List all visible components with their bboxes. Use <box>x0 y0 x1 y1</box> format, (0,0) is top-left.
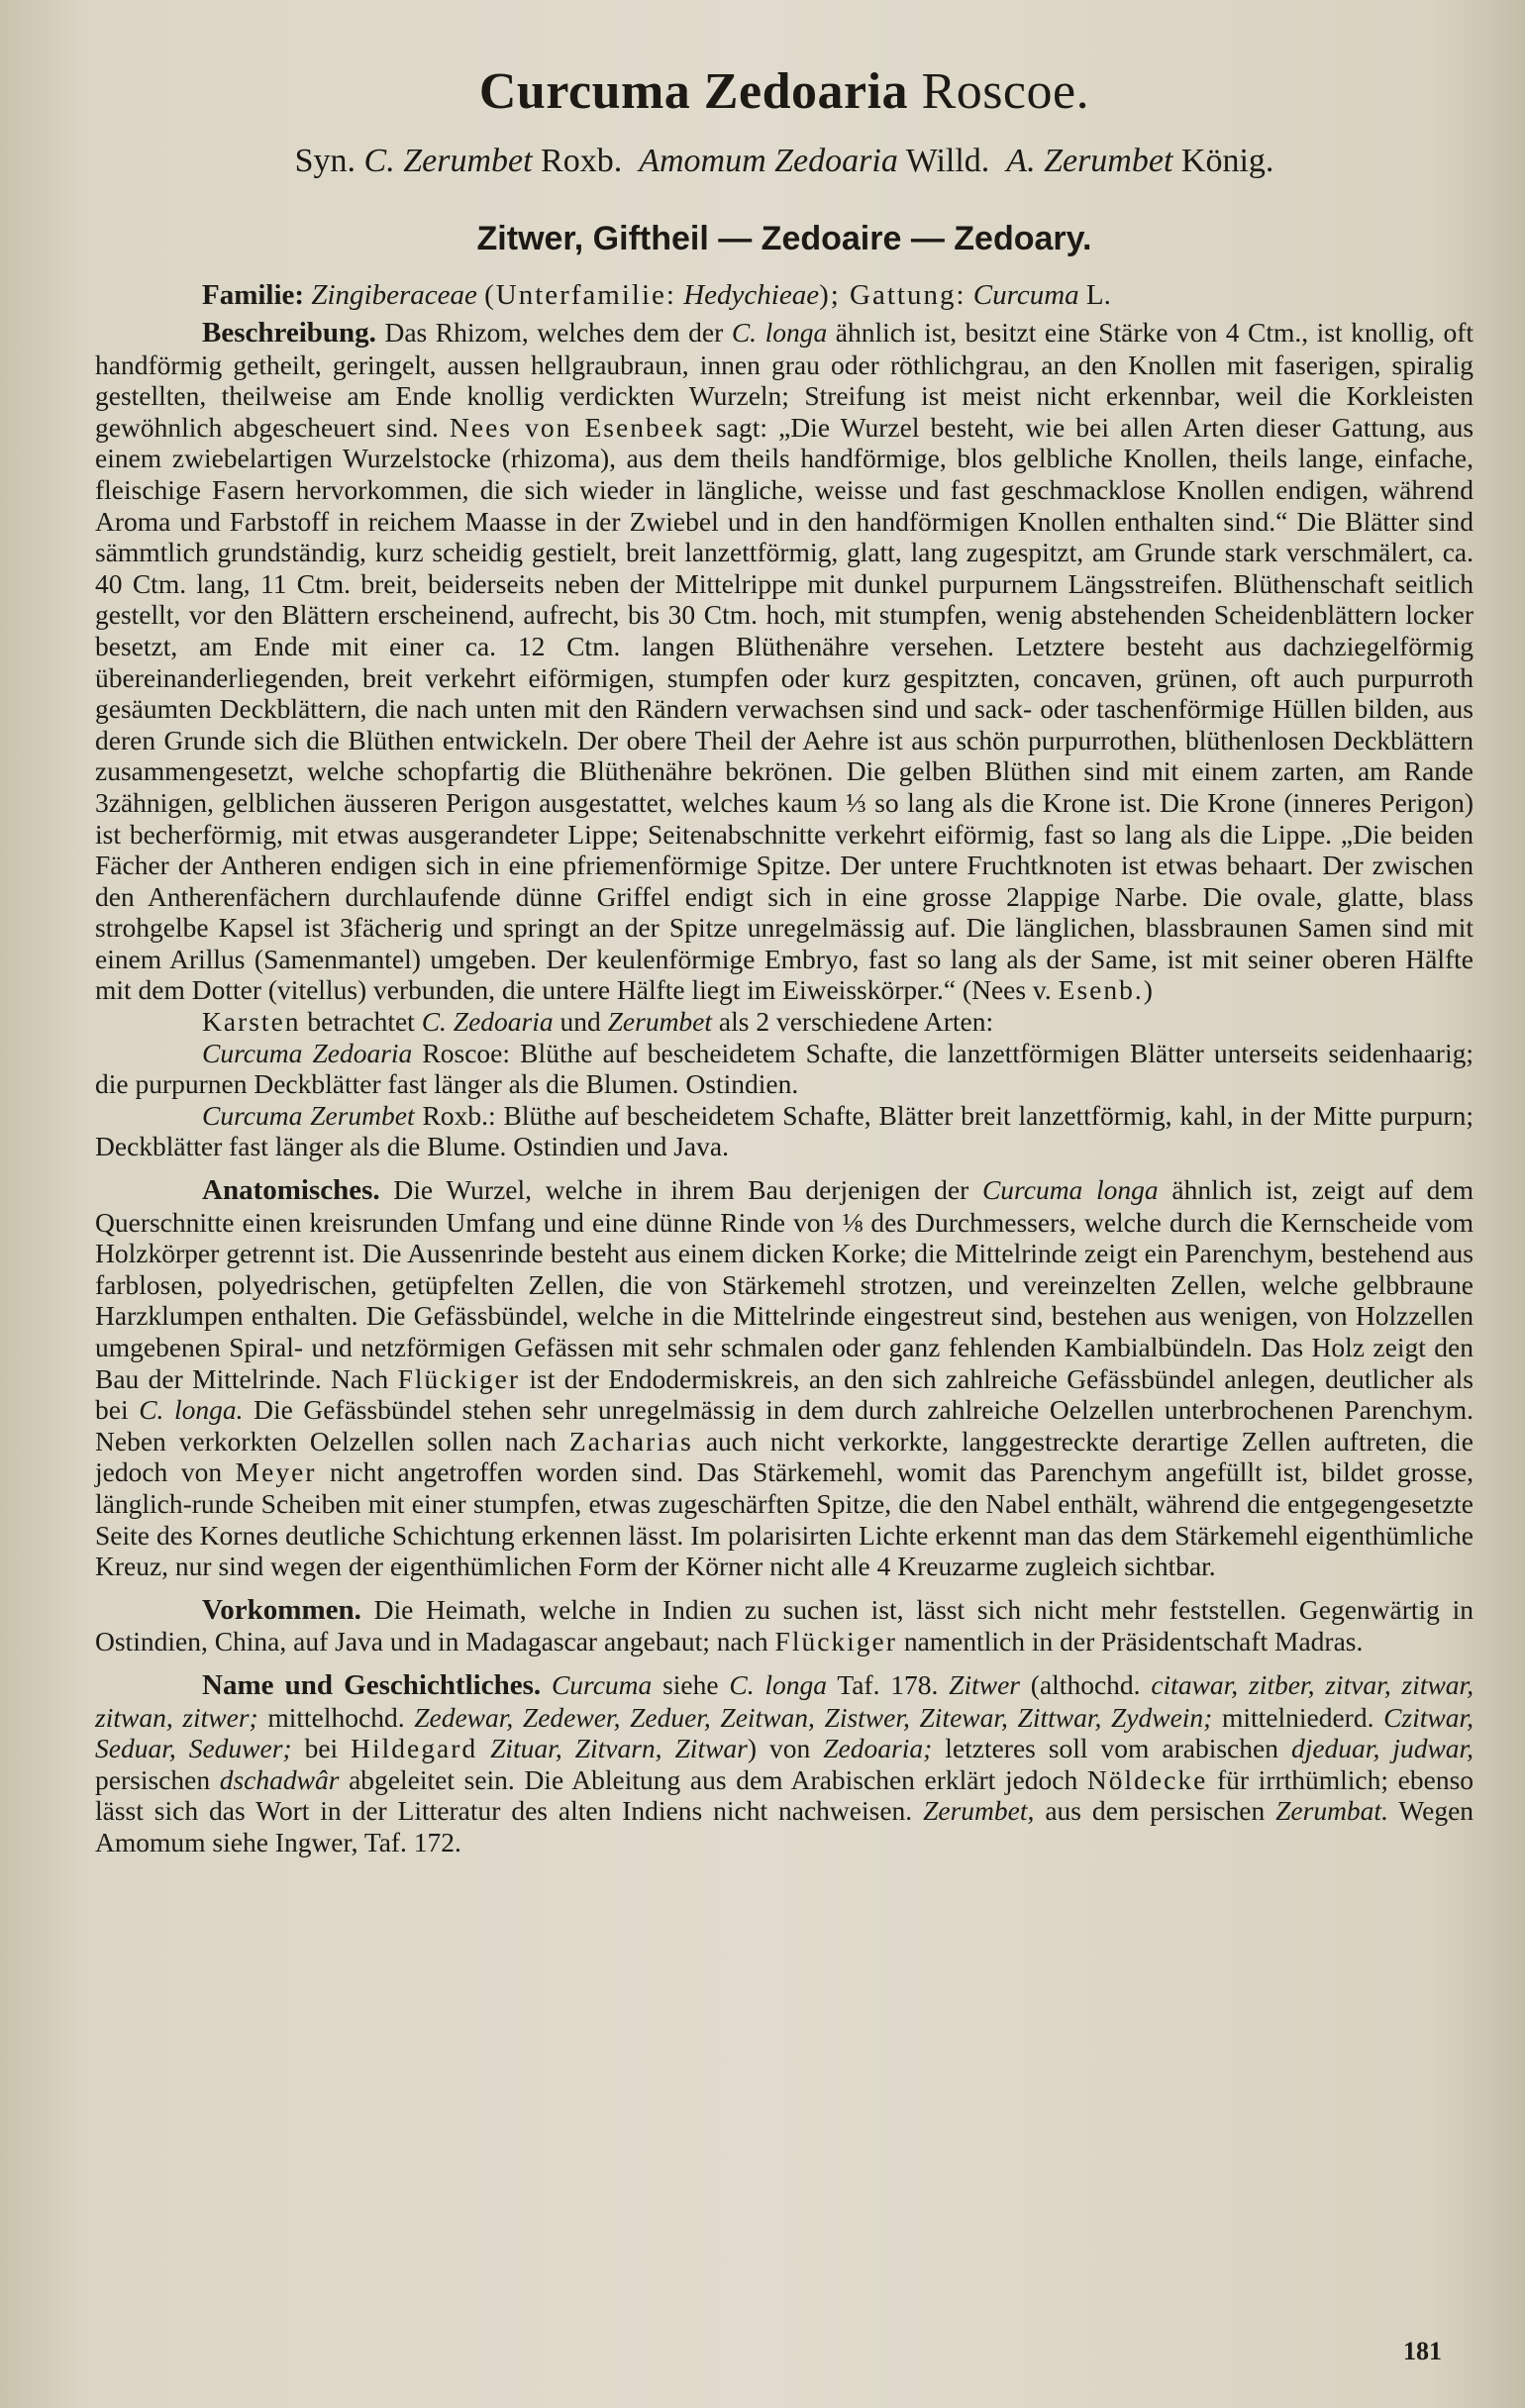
page-number: 181 <box>1403 2337 1442 2365</box>
anatomisches-paragraph: Anatomisches. Die Wurzel, welche in ihrem Bau derjenigen der Curcuma longa ähnlich ist, zeigt auf dem Querschnitte einen kreisrunden Umfang und eine dünne Rinde von ⅛ des Durchmessers, welche durch die Kernscheide vom Holzkörper getrennt ist. Die Aussenrinde besteht aus einem dicken Korke; die Mittelrinde zeigt ein Parenchym, bestehend aus farblosen, polyedrischen, getüpfelten Zellen, die von Stärkemehl strotzen, und vereinzelten Zellen, welche gelbbraune Harzklumpen enthalten. Die Gefässbündel, welche in die Mittelrinde eingestreut sind, bestehen aus wenigen, von Holzzellen umgebenen Spiral- und netzförmigen Gefässen mit sehr schmalen oder ganz fehlenden Kambialbündeln. Das Holz zeigt den Bau der Mittelrinde. Nach Flückiger ist der Endodermiskreis, an den sich zahlreiche Gefässbündel anlegen, deutlicher als bei C. longa. Die Gefässbündel stehen sehr unregelmässig in dem durch zahlreiche Oelzellen unterbrochenen Parenchym. Neben verkorkten Oelzellen sollen nach Zacharias auch nicht verkorkte, langgestreckte derartige Zellen auftreten, die jedoch von Meyer nicht angetroffen worden sind. Das Stärkemehl, womit das Parenchym angefüllt ist, bildet grosse, länglich-runde Scheiben mit einer stumpfen, etwas zugeschärften Spitze, die den Nabel enthält, während die entgegengesetzte Seite des Kornes deutliche Schichtung erkennen lässt. Im polarisirten Lichte erkennt man das dem Stärkemehl eigenthümliche Kreuz, nur sind wegen der eigenthümlichen Form der Körner nicht alle 4 Kreuzarme zugleich sichtbar. <box>95 1174 1474 1582</box>
species-zedoaria-paragraph: Curcuma Zedoaria Roscoe: Blüthe auf bescheidetem Schafte, die lanzettförmigen Blätter unterseits seidenhaarig; die purpurnen Deckblätter fast länger als die Blumen. Ostindien. <box>95 1037 1474 1100</box>
species-author: Roscoe. <box>921 63 1090 120</box>
section-heading-vorkommen: Vorkommen. <box>202 1593 361 1626</box>
section-heading-anatomisches: Anatomisches. <box>202 1174 380 1207</box>
karsten-paragraph: Karsten betrachtet C. Zedoaria und Zerumbet als 2 verschiedene Arten: <box>202 1006 994 1038</box>
page <box>95 40 1474 2376</box>
vorkommen-paragraph: Vorkommen. Die Heimath, welche in Indien zu suchen ist, lässt sich nicht mehr feststellen. Gegenwärtig in Ostindien, China, auf Java und in Madagascar angebaut; nach Flückiger namentlich in der Präsidentschaft Madras. <box>95 1593 1474 1657</box>
common-names: Zitwer, Giftheil — Zedoaire — Zedoary. <box>476 220 1092 257</box>
name-geschichte-paragraph: Name und Geschichtliches. Curcuma siehe C. longa Taf. 178. Zitwer (althochd. citawar, zitber, zitvar, zitwar, zitwan, zitwer; mittelhochd. Zedewar, Zedewer, Zeduer, Zeitwan, Zistwer, Zitewar, Zittwar, Zydwein; mittelniederd. Czitwar, Seduar, Seduwer; bei Hildegard Zituar, Zitvarn, Zitwar) von Zedoaria; letzteres soll vom arabischen djeduar, judwar, persischen dschadwâr abgeleitet sein. Die Ableitung aus dem Arabischen erklärt jedoch Nöldecke für irrthümlich; ebenso lässt sich das Wort in der Litteratur des alten Indiens nicht nachweisen. Zerumbet, aus dem persischen Zerumbat. Wegen Amomum siehe Ingwer, Taf. 172. <box>95 1668 1474 1857</box>
section-heading-beschreibung: Beschreibung. <box>202 317 376 349</box>
family-line: Familie: Zingiberaceae (Unterfamilie: Hedychieae); Gattung: Curcuma L. <box>202 279 1111 311</box>
beschreibung-paragraph: Beschreibung. Das Rhizom, welches dem der C. longa ähnlich ist, besitzt eine Stärke von 4 Ctm., ist knollig, oft handförmig getheilt, geringelt, aussen hellgraubraun, innen grau oder röthlichgrau, an den Knollen mit faserigen, spiralig gestellten, theilweise am Ende knollig verdickten Wurzeln; Streifung ist meist nicht erkennbar, weil die Korkleisten gewöhnlich abgescheuert sind. Nees von Esenbeek sagt: „Die Wurzel besteht, wie bei allen Arten dieser Gattung, aus einem zwiebelartigen Wurzelstocke (rhizoma), aus dem theils handförmige, blos gelbliche Knollen, theils lange, einfache, fleischige Fasern hervorkommen, die sich wieder in längliche, weisse und fast geschmacklose Knollen endigen, während Aroma und Farbstoff in reichem Maasse in der Zwiebel und in den handförmigen Knollen enthalten sind.“ Die Blätter sind sämmtlich grundständig, kurz scheidig gestielt, breit lanzettförmig, glatt, lang zugespitzt, am Grunde stark verschmälert, ca. 40 Ctm. lang, 11 Ctm. breit, beiderseits neben der Mittelrippe mit dunkel purpurnem Längsstreifen. Blüthenschaft seitlich gestellt, vor den Blättern erscheinend, aufrecht, bis 30 Ctm. hoch, mit stumpfen, wenig abstehenden Scheidenblättern locker besetzt, am Ende mit einer ca. 12 Ctm. langen Blüthenähre versehen. Letztere besteht aus dachziegelförmig übereinanderliegenden, breit verkehrt eiförmigen, stumpfen oder kurz gespitzten, concaven, grünen, oft auch purpurroth gesäumten Deckblättern, die nach unten mit den Rändern verwachsen sind und sack- oder taschenförmige Hüllen bilden, aus deren Grunde sich die Blüthen entwickeln. Der obere Theil der Aehre ist aus schön purpurrothen, blüthenlosen Deckblättern zusammengesetzt, welche schopfartig die Blüthenähre bekrönen. Die gelben Blüthen sind mit einem zarten, am Rande 3zähnigen, gelblichen äusseren Perigon ausgestattet, welches kaum ⅓ so lang als die Krone ist. Die Krone (inneres Perigon) ist becherförmig, mit etwas ausgerandeter Lippe; Seitenabschnitte verkehrt eiförmig, fast so lang als die Lippe. „Die beiden Fächer der Antheren endigen sich in eine pfriemenförmige Spitze. Der untere Fruchtknoten ist etwas behaart. Der zwischen den Antherenfächern durchlaufende dünne Griffel endigt sich in eine grosse 2lappige Narbe. Die ovale, glatte, blass strohgelbe Kapsel ist 3fächerig und springt an der Spitze unregelmässig auf. Die länglichen, blassbraunen Samen sind mit einem Arillus (Samenmantel) umgeben. Der keulenförmige Embryo, fast so lang als der Same, ist mit seiner oberen Hälfte mit dem Dotter (vitellus) verbunden, die untere Hälfte liegt im Eiweisskörper.“ (Nees v. Esenb.) <box>95 317 1474 1006</box>
species-zerumbet-paragraph: Curcuma Zerumbet Roxb.: Blüthe auf bescheidetem Schafte, Blätter breit lanzettförmig, kahl, in der Mitte purpurn; Deckblätter fast länger als die Blume. Ostindien und Java. <box>95 1099 1474 1162</box>
synonyms-line: Syn. C. Zerumbet Roxb. Amomum Zedoaria Willd. A. Zerumbet König. <box>294 143 1274 179</box>
section-heading-name-geschichte: Name und Geschichtliches. <box>202 1668 542 1701</box>
page-title <box>95 40 1474 127</box>
species-name: Curcuma Zedoaria <box>478 63 909 120</box>
